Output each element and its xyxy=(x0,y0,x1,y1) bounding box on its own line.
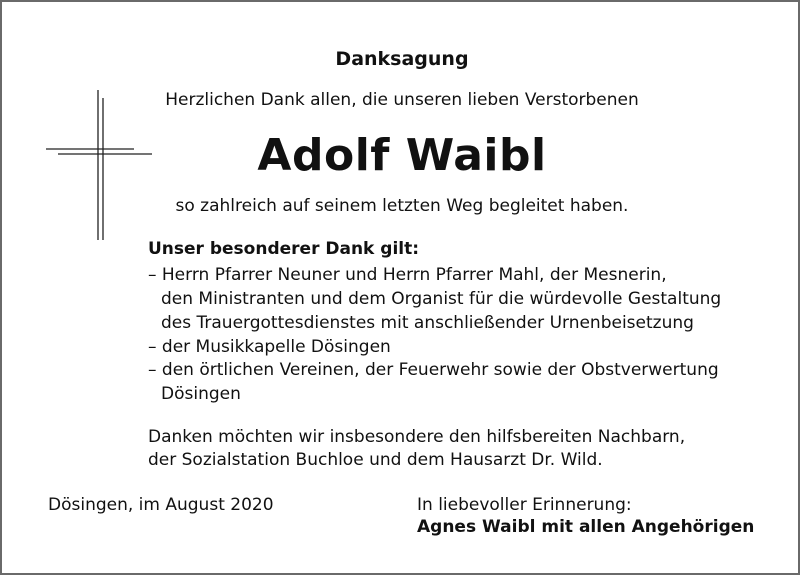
thanks-line: des Trauergottesdienstes mit anschließender Urnenbeisetzung xyxy=(161,313,694,333)
thanks-title: Unser besonderer Dank gilt: xyxy=(148,239,420,259)
place-date: Dösingen, im August 2020 xyxy=(48,495,274,515)
sub-text: so zahlreich auf seinem letzten Weg begleitet haben. xyxy=(175,196,629,216)
notice-heading: Danksagung xyxy=(335,48,469,70)
thanks-line: den Ministranten und dem Organist für die würdevolle Gestaltung xyxy=(161,289,722,309)
memory-line: In liebevoller Erinnerung: xyxy=(417,495,632,515)
thanks-line: Dösingen xyxy=(161,384,241,404)
signers: Agnes Waibl mit allen Angehörigen xyxy=(417,517,755,537)
deceased-name: Adolf Waibl xyxy=(257,130,547,181)
thanks-line: – der Musikkapelle Dösingen xyxy=(148,337,391,357)
intro-text: Herzlichen Dank allen, die unseren lieben Verstorbenen xyxy=(165,90,639,110)
thanks-line: – Herrn Pfarrer Neuner und Herrn Pfarrer Mahl, der Mesnerin, xyxy=(148,265,667,285)
thanks-line: – den örtlichen Vereinen, der Feuerwehr sowie der Obstverwertung xyxy=(148,360,719,380)
closing-line: der Sozialstation Buchloe und dem Hausarzt Dr. Wild. xyxy=(148,450,603,470)
closing-line: Danken möchten wir insbesondere den hilfsbereiten Nachbarn, xyxy=(148,427,686,447)
